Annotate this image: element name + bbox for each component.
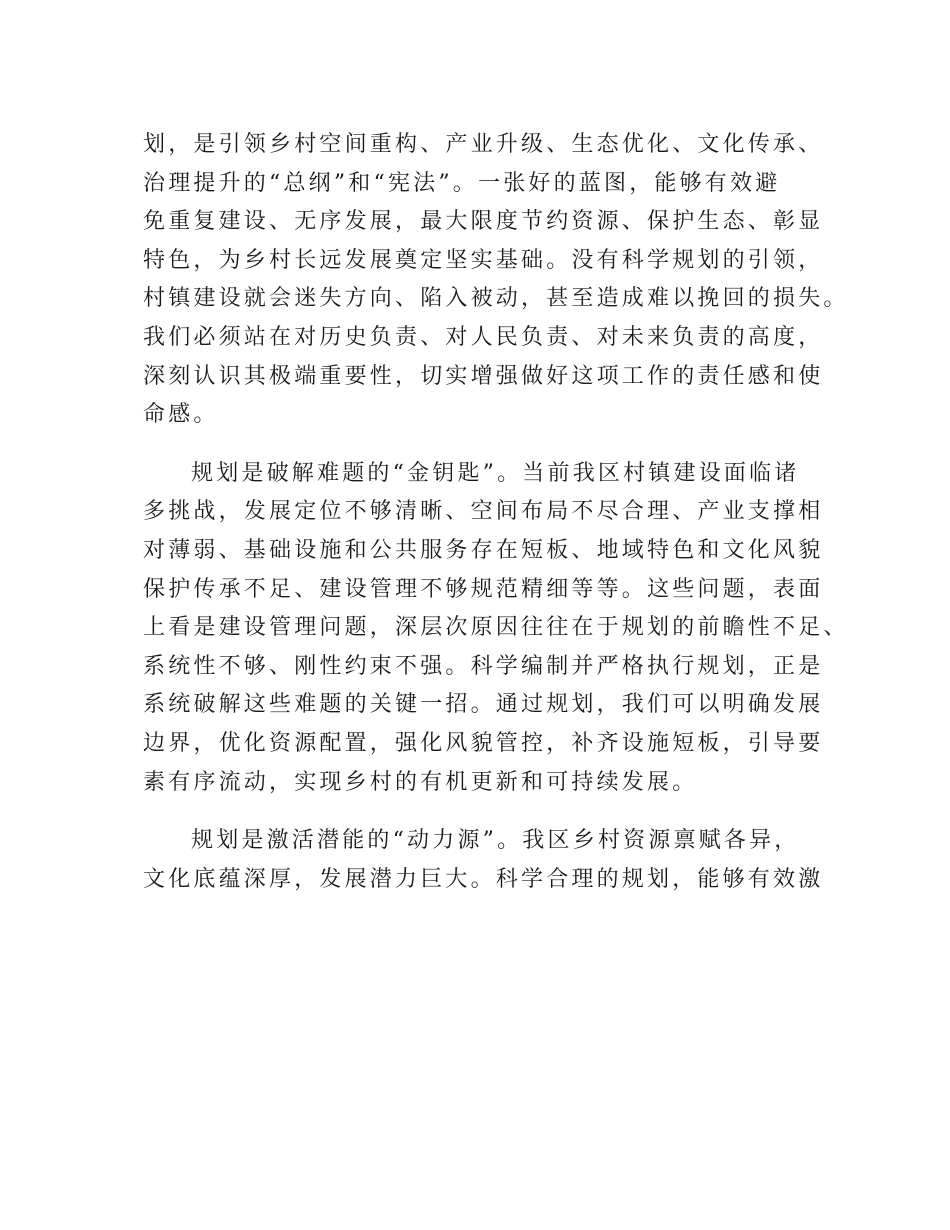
text-line: 免重复建设、无序发展，最大限度节约资源、保护生态、彰显 <box>143 209 824 235</box>
text-line: 特色，为乡村长远发展奠定坚实基础。没有科学规划的引领， <box>143 247 824 273</box>
text-line: 命感。 <box>143 402 219 428</box>
text-line: 划，是引领乡村空间重构、产业升级、生态优化、文化传承、 <box>143 132 824 157</box>
text-line: 系统破解这些难题的关键一招。通过规划，我们可以明确发展 <box>143 692 824 718</box>
paragraph-3 <box>143 822 833 899</box>
paragraph-spacing <box>143 435 833 455</box>
text-line: 我们必须站在对历史负责、对人民负责、对未来负责的高度， <box>143 324 824 350</box>
text-line: 多挑战，发展定位不够清晰、空间布局不尽合理、产业支撑相 <box>143 499 824 525</box>
document-body <box>143 126 849 899</box>
text-line: 对薄弱、基础设施和公共服务存在短板、地域特色和文化风貌 <box>143 537 824 563</box>
text-line: 规划是激活潜能的“动力源”。我区乡村资源禀赋各异， <box>191 828 800 854</box>
paragraph-spacing <box>143 802 833 822</box>
text-line: 系统性不够、刚性约束不强。科学编制并严格执行规划，正是 <box>143 653 824 679</box>
text-line: 保护传承不足、建设管理不够规范精细等等。这些问题，表面 <box>143 576 824 602</box>
text-line: 村镇建设就会迷失方向、陷入被动，甚至造成难以挽回的损失。 <box>143 286 849 312</box>
text-line: 上看是建设管理问题，深层次原因往往在于规划的前瞻性不足、 <box>143 615 849 641</box>
text-line: 边界，优化资源配置，强化风貌管控，补齐设施短板，引导要 <box>143 730 824 756</box>
paragraph-1 <box>143 126 849 435</box>
text-line: 素有序流动，实现乡村的有机更新和可持续发展。 <box>143 769 698 795</box>
text-line: 深刻认识其极端重要性，切实增强做好这项工作的责任感和使 <box>143 363 824 389</box>
text-line: 治理提升的“总纲”和“宪法”。一张好的蓝图，能够有效避 <box>143 170 781 196</box>
text-line: 规划是破解难题的“金钥匙”。当前我区村镇建设面临诸 <box>191 460 800 486</box>
text-line: 文化底蕴深厚，发展潜力巨大。科学合理的规划，能够有效激 <box>143 866 824 892</box>
paragraph-2 <box>143 455 849 802</box>
